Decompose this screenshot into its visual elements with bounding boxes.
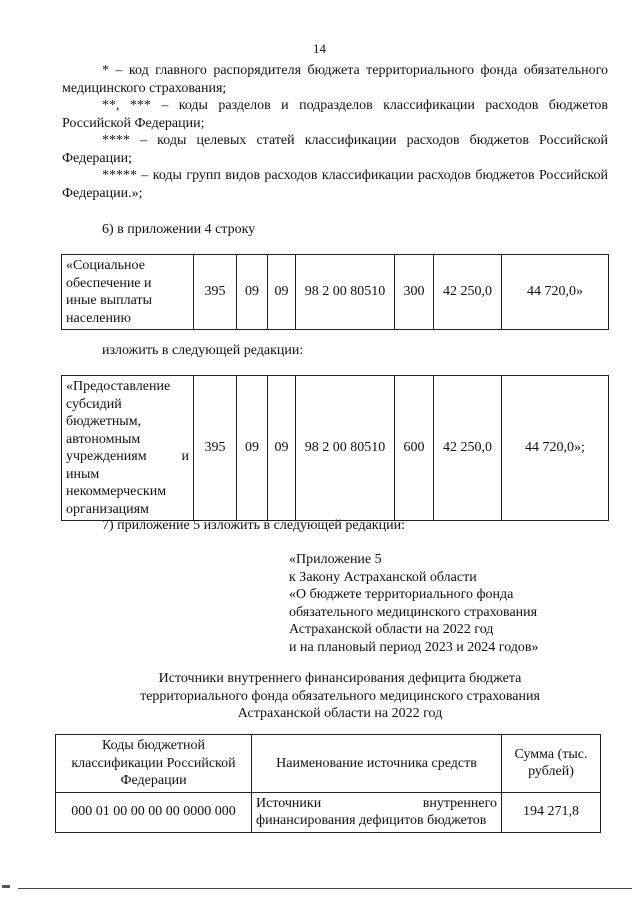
new-row-subsection: 09	[268, 376, 296, 521]
old-row-section: 09	[237, 255, 268, 330]
sources-heading: Источники внутреннего финансирования дефицита бюджета территориального фонда обязательного медицинского страхования Астраханской области на 2022 год	[140, 671, 540, 721]
footnote-3: **** – коды целевых статей классификации расходов бюджетов Российской Федерации;	[62, 133, 608, 166]
sources-table	[55, 734, 601, 833]
footnote-4: ***** – коды групп видов расходов классификации расходов бюджетов Российской Федерации.»;	[62, 168, 608, 201]
footnotes	[62, 62, 608, 202]
replace-text: изложить в следующей редакции:	[102, 343, 304, 358]
header-name: Наименование источника средств	[252, 735, 502, 793]
new-row-target-article: 98 2 00 80510	[296, 376, 395, 521]
new-row-expense-type: 600	[395, 376, 434, 521]
row-sum: 194 271,8	[502, 792, 601, 832]
new-row-sum-2024: 44 720,0»;	[502, 376, 609, 521]
row-name: Источники внутреннего финансирования дефицитов бюджетов	[252, 792, 502, 832]
new-row-admin-code: 395	[194, 376, 237, 521]
old-row-target-article: 98 2 00 80510	[296, 255, 395, 330]
old-row-subsection: 09	[268, 255, 296, 330]
header-code: Коды бюджетной классификации Российской Федерации	[56, 735, 252, 793]
old-row-admin-code: 395	[194, 255, 237, 330]
new-row-section: 09	[237, 376, 268, 521]
table-header-row	[56, 735, 601, 793]
old-row-name: «Социальное обеспечение и иные выплаты населению	[62, 255, 194, 330]
old-row-sum-2024: 44 720,0»	[502, 255, 609, 330]
page-number: 14	[313, 41, 326, 56]
table-row	[62, 255, 609, 330]
appendix-caption: «Приложение 5 к Закону Астраханской области «О бюджете территориального фонда обязательного медицинского страхования Астраханской области на 2022 год и на плановый период 2023 и 2024 годов»	[289, 552, 539, 655]
bottom-divider	[18, 888, 632, 889]
old-row-sum-2023: 42 250,0	[434, 255, 502, 330]
new-row-sum-2023: 42 250,0	[434, 376, 502, 521]
new-row-table	[61, 375, 609, 521]
item-7-text: 7) приложение 5 изложить в следующей редакции:	[102, 518, 405, 533]
table-row	[56, 792, 601, 832]
old-row-expense-type: 300	[395, 255, 434, 330]
footnote-1: * – код главного распорядителя бюджета территориального фонда обязательного медицинского страхования;	[62, 63, 608, 96]
item-6-text: 6) в приложении 4 строку	[102, 222, 256, 237]
scan-mark	[2, 885, 10, 888]
table-row	[62, 376, 609, 521]
header-sum: Сумма (тыс. рублей)	[502, 735, 601, 793]
new-row-name: «Предоставление субсидий бюджетным, автономным учреждениям и иным некоммерческим организациям	[62, 376, 194, 521]
footnote-2: **, *** – коды разделов и подразделов классификации расходов бюджетов Российской Федерации;	[62, 98, 608, 131]
row-code: 000 01 00 00 00 00 0000 000	[56, 792, 252, 832]
old-row-table	[61, 254, 609, 330]
